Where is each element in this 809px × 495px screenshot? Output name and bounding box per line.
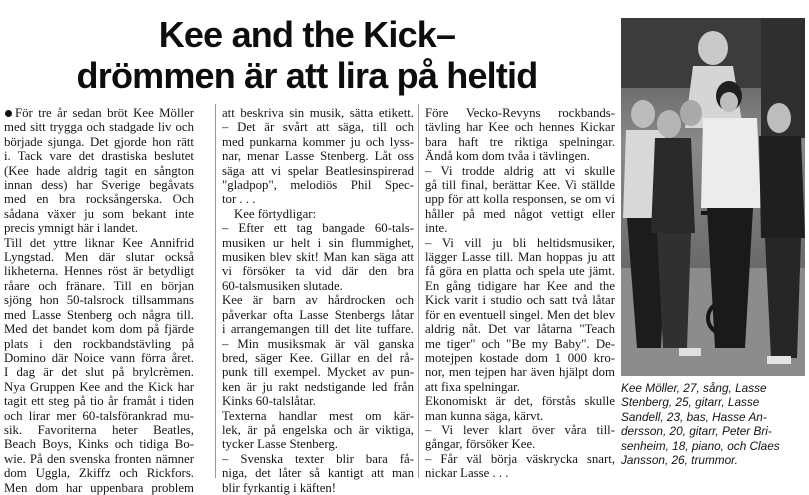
text-line: ken är ju rakt nedstigande led från <box>222 379 414 394</box>
text-line: – Svenska texter blir bara få- <box>222 451 414 466</box>
text-line: Före Vecko-Revyns rockbands- <box>425 106 615 120</box>
text-line: tävling har Kee och hennes Kickar <box>425 120 615 135</box>
text-line: me tiger" och "Be my Baby". De- <box>425 336 615 351</box>
text-line: bara haft tre riktiga spelningar. <box>425 134 615 149</box>
text-line: nickar Lasse . . . <box>425 466 509 481</box>
text-line: niga, det låter så kantigt att man <box>222 466 414 481</box>
text-line: likheterna. Hennes röst är betydligt <box>4 264 194 279</box>
text-line: nar, menar Lasse Stenberg. Låt oss <box>222 149 414 164</box>
text-line: bred, säger Kee. Gillar en del rå- <box>222 350 414 365</box>
text-line: Texterna handlar mest om kär- <box>222 408 414 423</box>
text-line: En gång tidigare har Kee and the <box>425 278 615 293</box>
text-line: tor . . . <box>222 192 256 207</box>
text-line: att fixa spelningar. <box>425 379 520 394</box>
article-column-2 <box>222 106 414 495</box>
headline <box>0 14 614 96</box>
text-line: sjöng hon 50-talsrock tillsammans <box>4 293 194 308</box>
text-line: innan dess) har Sverige begåvats <box>4 178 194 193</box>
text-line: påverkar ofta Lasse Stenbergs låtar <box>222 307 414 322</box>
text-line: – Vi vill ju bli heltidsmusiker, <box>425 235 615 250</box>
text-line: För tre år sedan bröt Kee Möller <box>15 106 194 120</box>
text-line: råare och fränare. Till en början <box>4 278 194 293</box>
text-line: wie. På den svenska fronten nämner <box>4 451 194 466</box>
text-line: punk till exempel. Mycket av pun- <box>222 365 414 380</box>
article-column-3 <box>425 106 615 481</box>
text-line: i arrangemangen till det lite tuffare. <box>222 322 414 337</box>
text-line: precis ymnigt här i landet. <box>4 221 138 236</box>
text-line: Domino där Noice vann förra året. <box>4 350 194 365</box>
caption-line: Sandell, 23, bas, Hasse An- <box>621 409 767 424</box>
text-line: musiken blev skit! Man kan säga att <box>222 250 414 265</box>
caption-line: Kee Möller, 27, sång, Lasse <box>621 381 767 395</box>
text-line: gå till final, berättar Kee. Vi ställde <box>425 178 615 193</box>
text-line: 60-talsmusiken slutade. <box>222 278 343 293</box>
text-line: håller på med något vettigt eller <box>425 206 615 221</box>
text-line: Men dom har uppenbara problem <box>4 480 194 495</box>
caption-line: Jansson, 26, trummor. <box>621 453 738 468</box>
band-photo-image <box>621 18 805 376</box>
text-line: med punkarna kommer ju och lyss- <box>222 134 414 149</box>
text-line: upp för att kolla responsen, se om vi <box>425 192 615 207</box>
text-line: sik. Favoriterna heter Beatles, <box>4 422 194 437</box>
text-line: – Får väl börja väskrycka snart, <box>425 451 615 466</box>
text-line: Kee förtydligar: <box>234 206 317 221</box>
text-line: i. Tack vare det drastiska beslutet <box>4 149 194 164</box>
text-line: började sjunga. Det gjorde hon rätt <box>4 134 194 149</box>
text-line: sådana växer ju som bekant inte <box>4 206 194 221</box>
text-line: Kinks 60-talslåtar. <box>222 394 316 409</box>
text-line: med sitt trygga och stadgade liv och <box>4 120 194 135</box>
text-line: Kee är barn av hårdrocken och <box>222 293 414 308</box>
text-line: – Efter ett tag bangade 60-tals- <box>222 221 414 236</box>
text-line: och lirar mer 60-talsförankrad mu- <box>4 408 194 423</box>
headline-line-2: drömmen är att lira på heltid <box>76 55 538 96</box>
text-line: motejpen kostade dom 1 000 kro- <box>425 350 615 365</box>
band-photo <box>621 18 805 376</box>
text-line: (Kee hade aldrig tagit en sångton <box>4 163 194 178</box>
caption-line: senheim, 18, piano, och Claes <box>621 438 780 453</box>
text-line: blir fyrkantig i käften! <box>222 480 337 495</box>
text-line: man kunna säga, kärvt. <box>425 408 544 423</box>
text-line: få göra en platta och spela ute jämt. <box>425 264 615 279</box>
text-line: dom Uggla, Zkiffz och Rickfors. <box>4 466 194 481</box>
photo-caption <box>621 381 807 467</box>
text-line: nor, men tejpen har även hjälpt dom <box>425 365 615 380</box>
text-line: – Min musiksmak är väl ganska <box>222 336 414 351</box>
text-line: vi försöker ta vid där den bra <box>222 264 414 279</box>
text-line: plats i den rockbandstävling på <box>4 336 194 351</box>
column-divider <box>418 104 419 478</box>
column-divider <box>215 104 216 478</box>
text-line: lek, är på engelska och är viktiga, <box>222 422 414 437</box>
text-line: att beskriva sin musik, sätta etikett. <box>222 106 414 120</box>
text-line: – Det är svårt att säga, till och <box>222 120 414 135</box>
text-line: Beach Boys, Kinks och tidiga Bo- <box>4 437 194 452</box>
text-line: Nya Gruppen Kee and the Kick har <box>4 379 194 394</box>
text-line: inte. <box>425 221 448 236</box>
text-line: Med det bandet kom dom på fjärde <box>4 322 194 337</box>
text-line: gångar, försöker Kee. <box>425 437 536 452</box>
text-line: Ändå kom dom tvåa i tävlingen. <box>425 149 590 164</box>
text-line: Kick varit i studio och satt två låtar <box>425 293 615 308</box>
text-line: Ekonomiskt är det, förstås skulle <box>425 394 615 409</box>
article-column-1 <box>4 106 194 495</box>
text-line: tycker Lasse Stenberg. <box>222 437 338 452</box>
text-line: med Lasse Stenberg och några till. <box>4 307 194 322</box>
text-line: Lyngstad. Men där slutar också <box>4 250 194 265</box>
text-line: aldrig nåt. Det var låtarna "Teach <box>425 322 615 337</box>
text-line: Till det yttre liknar Kee Annifrid <box>4 235 194 250</box>
text-line: – Vi lever klart över våra till- <box>425 422 615 437</box>
headline-line-1: Kee and the Kick– <box>158 14 456 55</box>
text-line: lägger Lasse till. Man hoppas ju att <box>425 250 615 265</box>
text-line: – Vi trodde aldrig att vi skulle <box>425 163 615 178</box>
text-line: "gladpop", melodiös Phil Spec- <box>222 178 414 193</box>
text-line: för en eventuell singel. Men det blev <box>425 307 615 322</box>
caption-line: Stenberg, 25, gitarr, Lasse <box>621 395 760 410</box>
text-line: I dag är det slut på brylcrèmen. <box>4 365 194 380</box>
text-line: musiken ur helt i sin flummighet, <box>222 235 414 250</box>
text-line: säga att vi spelar Beatlesinspirerad <box>222 163 414 178</box>
caption-line: dersson, 20, gitarr, Peter Bri- <box>621 424 772 439</box>
text-line: med en bra rocksångerska. Och <box>4 192 194 207</box>
text-line: tagit ett steg på tio år framåt i tiden <box>4 394 194 409</box>
bullet-icon <box>5 110 12 117</box>
